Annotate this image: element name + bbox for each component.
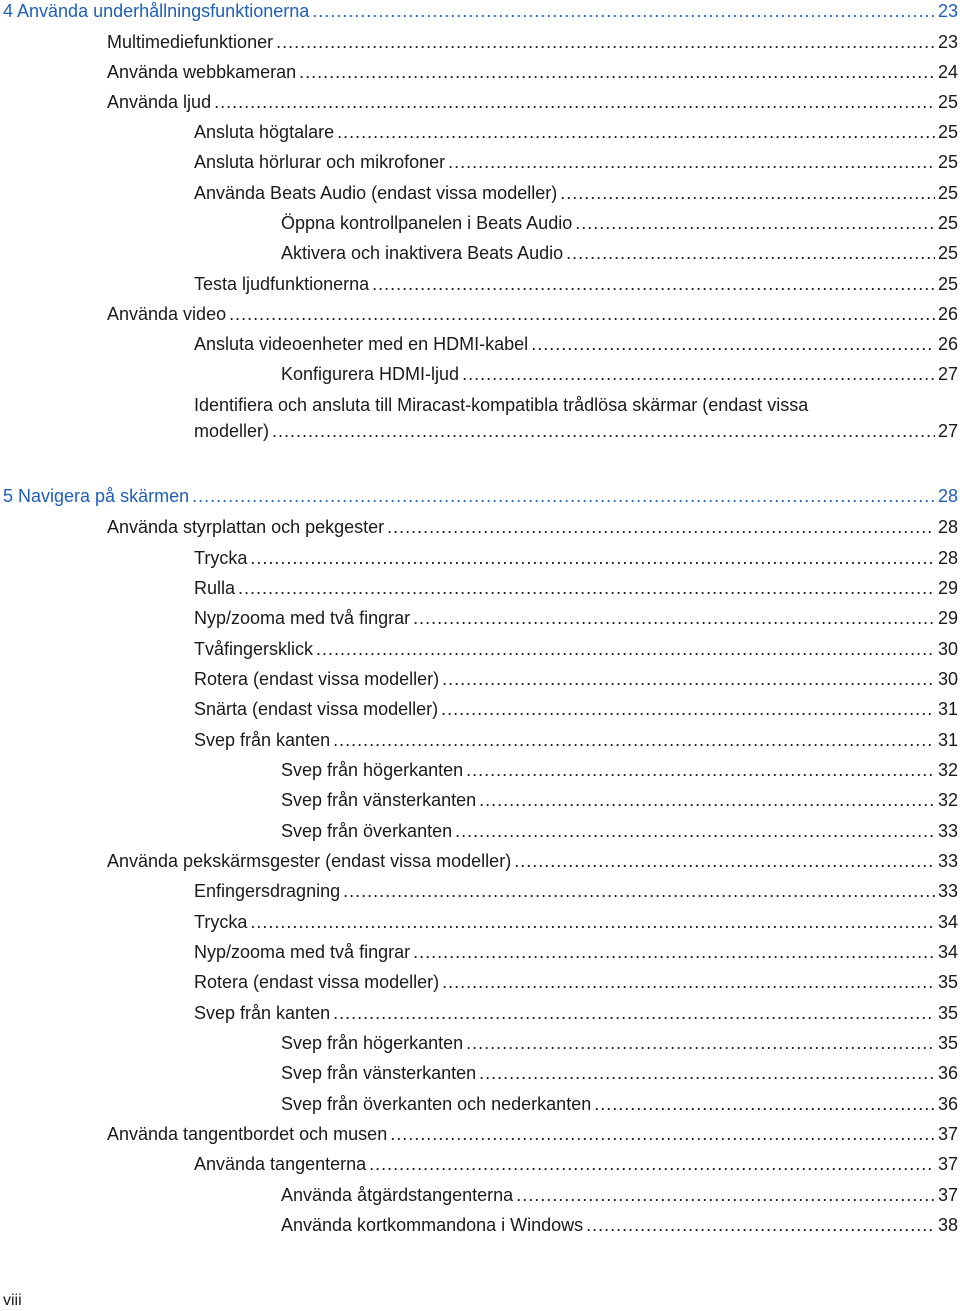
toc-page-number: 37 bbox=[937, 1185, 958, 1205]
toc-page-number: 26 bbox=[937, 304, 958, 324]
toc-page-number: 32 bbox=[937, 760, 958, 780]
toc-page-number: 33 bbox=[937, 821, 958, 841]
toc-page-number: 33 bbox=[937, 881, 958, 901]
toc-page-number: 31 bbox=[937, 699, 958, 719]
toc-entry[interactable] bbox=[281, 212, 958, 234]
toc-page-number: 31 bbox=[937, 730, 958, 750]
toc-entry-title: Rotera (endast vissa modeller) bbox=[194, 669, 440, 689]
toc-entry[interactable] bbox=[194, 333, 958, 355]
toc-entry-title: Ansluta videoenheter med en HDMI-kabel bbox=[194, 334, 529, 354]
toc-entry[interactable] bbox=[194, 577, 958, 599]
toc-page-number: 35 bbox=[937, 972, 958, 992]
toc-entry-title: Svep från högerkanten bbox=[281, 1033, 464, 1053]
toc-page-number: 35 bbox=[937, 1003, 958, 1023]
toc-entry-title: 5 Navigera på skärmen bbox=[3, 486, 190, 506]
toc-entry[interactable] bbox=[107, 31, 958, 53]
toc-entry[interactable] bbox=[194, 698, 958, 720]
toc-entry[interactable] bbox=[194, 607, 958, 629]
toc-page-number: 33 bbox=[937, 851, 958, 871]
toc-entry[interactable] bbox=[194, 182, 958, 204]
toc-entry-title: 4 Använda underhållningsfunktionerna bbox=[3, 1, 310, 21]
toc-entry[interactable] bbox=[281, 759, 958, 781]
toc-entry-title: Svep från vänsterkanten bbox=[281, 790, 477, 810]
toc-entry-title: Enfingersdragning bbox=[194, 881, 341, 901]
toc-entry-title: Använda Beats Audio (endast vissa modeller) bbox=[194, 183, 558, 203]
toc-entry-title: Använda ljud bbox=[107, 92, 212, 112]
toc-entry[interactable] bbox=[107, 1123, 958, 1145]
toc-entry[interactable] bbox=[194, 420, 958, 442]
toc-entry-title: Svep från högerkanten bbox=[281, 760, 464, 780]
toc-page-number: 26 bbox=[937, 334, 958, 354]
toc-entry[interactable] bbox=[281, 1184, 958, 1206]
toc-page-number: 24 bbox=[937, 62, 958, 82]
toc-entry[interactable] bbox=[281, 242, 958, 264]
toc-entry[interactable] bbox=[107, 516, 958, 538]
toc-entry-title: Aktivera och inaktivera Beats Audio bbox=[281, 243, 564, 263]
toc-entry[interactable] bbox=[194, 151, 958, 173]
toc-page-number: 25 bbox=[937, 152, 958, 172]
toc-entry[interactable] bbox=[194, 547, 958, 569]
toc-entry-title: Svep från vänsterkanten bbox=[281, 1063, 477, 1083]
toc-page-number: 23 bbox=[937, 1, 958, 21]
toc-entry-title: Svep från överkanten och nederkanten bbox=[281, 1094, 592, 1114]
toc-entry[interactable] bbox=[281, 820, 958, 842]
toc-chapter-4[interactable] bbox=[3, 0, 958, 22]
toc-entry-title: Använda styrplattan och pekgester bbox=[107, 517, 385, 537]
toc-entry[interactable] bbox=[194, 273, 958, 295]
toc-chapter-5[interactable] bbox=[3, 485, 958, 507]
toc-entry-title: Ansluta hörlurar och mikrofoner bbox=[194, 152, 446, 172]
toc-entry-title: Konfigurera HDMI-ljud bbox=[281, 364, 460, 384]
toc-entry-title: Använda åtgärdstangenterna bbox=[281, 1185, 514, 1205]
page-number-footer: viii bbox=[3, 1292, 22, 1309]
toc-entry-title: Trycka bbox=[194, 912, 248, 932]
toc-page-number: 27 bbox=[937, 364, 958, 384]
toc-page-number: 25 bbox=[937, 92, 958, 112]
toc-page-number: 36 bbox=[937, 1094, 958, 1114]
toc-entry-title: Använda video bbox=[107, 304, 227, 324]
toc-entry[interactable] bbox=[194, 911, 958, 933]
toc-page-number: 30 bbox=[937, 639, 958, 659]
toc-entry[interactable] bbox=[194, 971, 958, 993]
toc-entry-title: Använda webbkameran bbox=[107, 62, 297, 82]
toc-entry[interactable] bbox=[194, 880, 958, 902]
toc-page-number: 37 bbox=[937, 1154, 958, 1174]
toc-entry-title: Rulla bbox=[194, 578, 236, 598]
toc-page-number: 27 bbox=[937, 421, 958, 441]
toc-entry-title: Rotera (endast vissa modeller) bbox=[194, 972, 440, 992]
toc-entry-title: Öppna kontrollpanelen i Beats Audio bbox=[281, 213, 573, 233]
toc-page-number: 32 bbox=[937, 790, 958, 810]
toc-entry-title: Svep från kanten bbox=[194, 730, 331, 750]
toc-page-number: 28 bbox=[937, 486, 958, 506]
toc-page-number: 30 bbox=[937, 669, 958, 689]
toc-entry-title: Testa ljudfunktionerna bbox=[194, 274, 370, 294]
toc-page-number: 34 bbox=[937, 942, 958, 962]
toc-entry[interactable] bbox=[281, 789, 958, 811]
toc-page-number: 23 bbox=[937, 32, 958, 52]
toc-entry[interactable] bbox=[107, 303, 958, 325]
toc-entry-title: Använda kortkommandona i Windows bbox=[281, 1215, 584, 1235]
toc-page-number: 28 bbox=[937, 517, 958, 537]
toc-page-number: 29 bbox=[937, 608, 958, 628]
toc-entry[interactable] bbox=[194, 1002, 958, 1024]
toc-page-number: 25 bbox=[937, 213, 958, 233]
toc-entry[interactable] bbox=[107, 91, 958, 113]
toc-page-number: 36 bbox=[937, 1063, 958, 1083]
toc-page-number: 28 bbox=[937, 548, 958, 568]
toc-page-number: 25 bbox=[937, 122, 958, 142]
toc-entry-title: Svep från kanten bbox=[194, 1003, 331, 1023]
toc-entry[interactable] bbox=[281, 1093, 958, 1115]
toc-entry-title: Svep från överkanten bbox=[281, 821, 453, 841]
toc-entry-title: Använda tangentbordet och musen bbox=[107, 1124, 388, 1144]
toc-entry-title: Snärta (endast vissa modeller) bbox=[194, 699, 439, 719]
toc-entry-title: Använda pekskärmsgester (endast vissa modeller) bbox=[107, 851, 512, 871]
toc-page-number: 35 bbox=[937, 1033, 958, 1053]
toc-entry-title: Använda tangenterna bbox=[194, 1154, 367, 1174]
toc-entry[interactable] bbox=[107, 850, 958, 872]
toc-entry[interactable] bbox=[281, 1032, 958, 1054]
toc-page-number: 25 bbox=[937, 243, 958, 263]
toc-entry[interactable] bbox=[107, 61, 958, 83]
toc-entry-title: modeller) bbox=[194, 421, 270, 441]
toc-entry[interactable] bbox=[281, 363, 958, 385]
toc-page-number: 37 bbox=[937, 1124, 958, 1144]
toc-entry-title: Nyp/zooma med två fingrar bbox=[194, 942, 411, 962]
toc-entry[interactable] bbox=[194, 638, 958, 660]
toc-entry-title: Nyp/zooma med två fingrar bbox=[194, 608, 411, 628]
toc-entry[interactable] bbox=[194, 121, 958, 143]
toc-entry-title: Trycka bbox=[194, 548, 248, 568]
toc-entry[interactable] bbox=[194, 1153, 958, 1175]
toc-entry[interactable] bbox=[194, 668, 958, 690]
toc-page-number: 25 bbox=[937, 274, 958, 294]
toc-page-number: 29 bbox=[937, 578, 958, 598]
toc-page-number: 25 bbox=[937, 183, 958, 203]
toc-entry[interactable] bbox=[194, 941, 958, 963]
toc-page-number: 34 bbox=[937, 912, 958, 932]
toc-entry[interactable] bbox=[194, 729, 958, 751]
toc-entry[interactable] bbox=[281, 1214, 958, 1236]
toc-entry-title-first-line[interactable]: Identifiera och ansluta till Miracast-kompatibla trådlösa skärmar (endast vissa bbox=[194, 395, 809, 415]
toc-entry-title: Multimediefunktioner bbox=[107, 32, 274, 52]
toc-entry[interactable] bbox=[281, 1062, 958, 1084]
toc-entry-title: Ansluta högtalare bbox=[194, 122, 335, 142]
toc-entry-title: Tvåfingersklick bbox=[194, 639, 314, 659]
toc-page-number: 38 bbox=[937, 1215, 958, 1235]
